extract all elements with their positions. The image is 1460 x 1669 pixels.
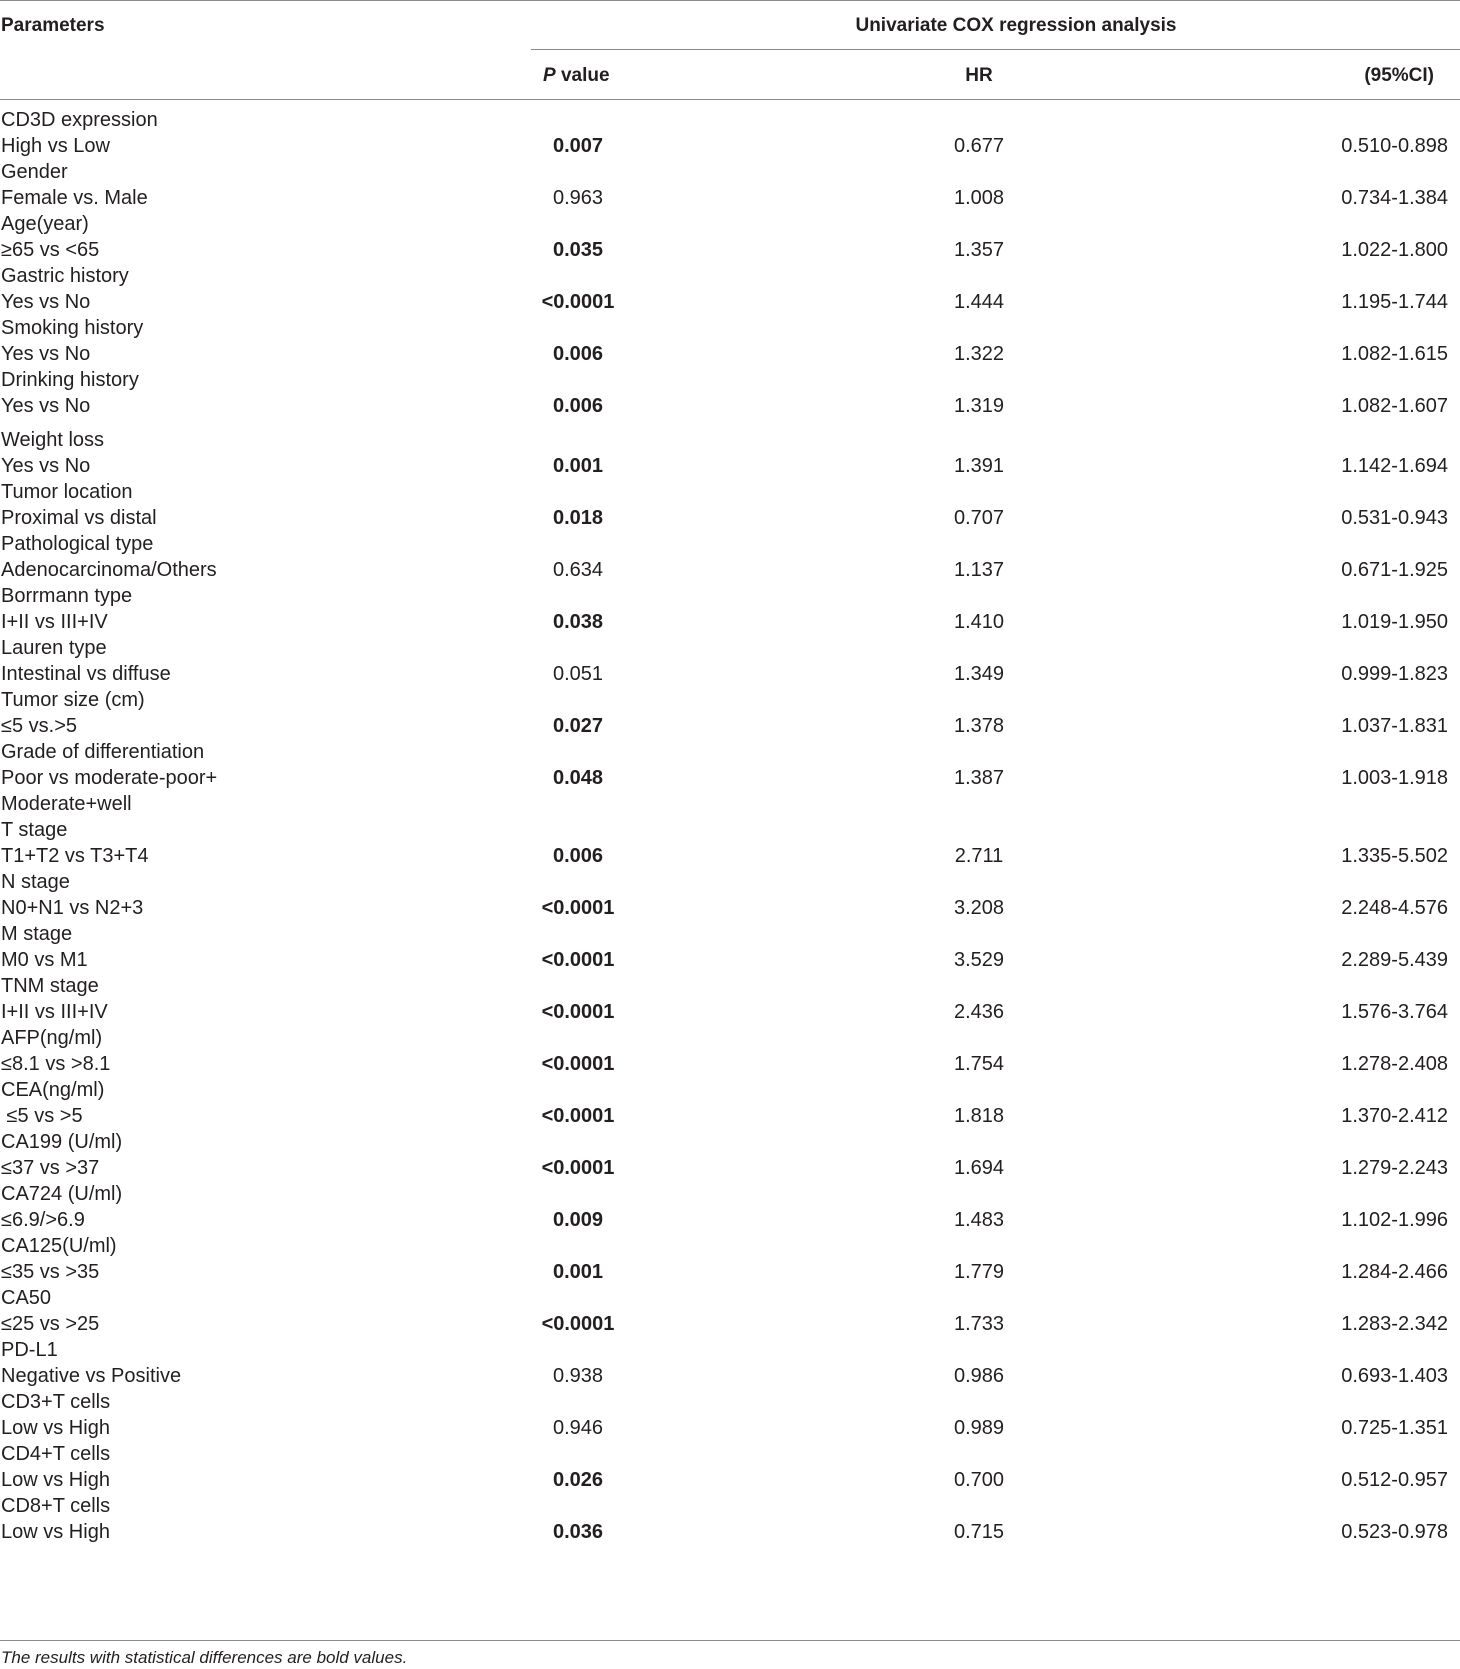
row-comparison: Low vs High [1, 1417, 110, 1439]
row-ci: 0.510-0.898 [1341, 135, 1448, 157]
row-ci: 0.512-0.957 [1341, 1469, 1448, 1491]
row-comparison: Yes vs No [1, 343, 91, 365]
row-hr: 2.711 [954, 845, 1004, 867]
row-hr: 0.715 [953, 1521, 1005, 1543]
row-p-value: 0.036 [552, 1521, 604, 1543]
row-comparison: Intestinal vs diffuse [1, 663, 171, 685]
row-ci: 1.082-1.607 [1341, 395, 1448, 417]
row-comparison: Poor vs moderate-poor+ [1, 767, 218, 789]
row-comparison: Yes vs No [1, 291, 91, 313]
row-p-value: 0.026 [552, 1469, 604, 1491]
row-p-value: 0.963 [552, 187, 604, 209]
row-comparison: I+II vs III+IV [1, 1001, 108, 1023]
row-p-value: 0.051 [552, 663, 604, 685]
header-p-value [543, 65, 610, 87]
row-hr: 1.391 [953, 455, 1005, 477]
row-hr: 1.349 [953, 663, 1005, 685]
table-footnote: The results with statistical differences are bold values. [1, 1648, 408, 1667]
row-hr: 1.410 [953, 611, 1005, 633]
row-hr: 1.387 [953, 767, 1005, 789]
row-comparison: ≤8.1 vs >8.1 [1, 1053, 111, 1075]
row-comparison: ≤5 vs.>5 [1, 715, 78, 737]
row-hr: 1.694 [953, 1157, 1005, 1179]
row-p-value: 0.007 [552, 135, 604, 157]
row-ci: 1.019-1.950 [1341, 611, 1448, 633]
row-hr: 0.700 [953, 1469, 1005, 1491]
row-comparison: Proximal vs distal [1, 507, 157, 529]
row-category: CD3+T cells [1, 1391, 111, 1413]
row-comparison: Yes vs No [1, 395, 91, 417]
row-category: PD-L1 [1, 1339, 58, 1361]
row-ci: 0.725-1.351 [1341, 1417, 1448, 1439]
row-comparison: ≥65 vs <65 [1, 239, 100, 261]
header-ci: (95%CI) [1364, 65, 1434, 86]
row-category: M stage [1, 923, 73, 945]
row-ci: 0.531-0.943 [1341, 507, 1448, 529]
row-p-value: 0.634 [552, 559, 604, 581]
header-p-suffix: value [555, 65, 610, 86]
header-parameters: Parameters [1, 15, 105, 36]
row-p-value: 0.009 [552, 1209, 604, 1231]
row-category: Lauren type [1, 637, 107, 659]
row-hr: 0.707 [953, 507, 1005, 529]
header-p-letter: P [543, 65, 556, 86]
row-ci: 2.289-5.439 [1341, 949, 1448, 971]
row-category: Pathological type [1, 533, 154, 555]
row-p-value: <0.0001 [541, 1105, 615, 1127]
row-p-value: 0.006 [552, 845, 604, 867]
row-p-value: <0.0001 [541, 1001, 615, 1023]
row-p-value: 0.006 [552, 395, 604, 417]
row-p-value: 0.946 [552, 1417, 604, 1439]
row-comparison: ≤37 vs >37 [1, 1157, 100, 1179]
row-category: Smoking history [1, 317, 144, 339]
row-hr: 3.529 [953, 949, 1005, 971]
row-ci: 1.142-1.694 [1341, 455, 1448, 477]
row-hr: 1.378 [953, 715, 1005, 737]
row-ci: 1.102-1.996 [1341, 1209, 1448, 1231]
header-group-title: Univariate COX regression analysis [855, 15, 1177, 36]
header-hr: HR [965, 65, 993, 86]
row-category: Age(year) [1, 213, 89, 235]
row-category: Gastric history [1, 265, 129, 287]
row-ci: 1.576-3.764 [1341, 1001, 1448, 1023]
row-category: CEA(ng/ml) [1, 1079, 105, 1101]
row-category: CD8+T cells [1, 1495, 111, 1517]
row-hr: 1.818 [953, 1105, 1005, 1127]
row-hr: 1.319 [953, 395, 1005, 417]
row-ci: 1.082-1.615 [1341, 343, 1448, 365]
row-comparison: I+II vs III+IV [1, 611, 108, 633]
row-ci: 0.671-1.925 [1341, 559, 1448, 581]
row-hr: 1.322 [953, 343, 1005, 365]
row-ci: 1.279-2.243 [1341, 1157, 1448, 1179]
table-top-rule [0, 0, 1460, 1]
row-comparison: Adenocarcinoma/Others [1, 559, 217, 581]
row-p-value: <0.0001 [541, 1053, 615, 1075]
row-comparison: Negative vs Positive [1, 1365, 182, 1387]
row-ci: 0.734-1.384 [1341, 187, 1448, 209]
row-hr: 1.754 [953, 1053, 1005, 1075]
row-ci: 2.248-4.576 [1341, 897, 1448, 919]
row-p-value: <0.0001 [541, 897, 615, 919]
row-comparison: ≤35 vs >35 [1, 1261, 100, 1283]
row-category: CD3D expression [1, 109, 158, 131]
row-category: CA724 (U/ml) [1, 1183, 123, 1205]
row-comparison: Low vs High [1, 1469, 110, 1491]
row-ci: 1.037-1.831 [1341, 715, 1448, 737]
row-p-value: 0.938 [552, 1365, 604, 1387]
row-hr: 1.483 [953, 1209, 1005, 1231]
row-comparison: Female vs. Male [1, 187, 148, 209]
row-category: TNM stage [1, 975, 99, 997]
row-hr: 1.357 [953, 239, 1005, 261]
row-p-value: 0.001 [552, 455, 604, 477]
row-comparison: High vs Low [1, 135, 110, 157]
row-hr: 1.444 [953, 291, 1005, 313]
row-hr: 1.779 [953, 1261, 1005, 1283]
row-comparison: Yes vs No [1, 455, 91, 477]
row-category: T stage [1, 819, 68, 841]
row-category: Grade of differentiation [1, 741, 205, 763]
row-hr: 3.208 [953, 897, 1005, 919]
row-comparison: ≤25 vs >25 [1, 1313, 100, 1335]
row-p-value: 0.038 [552, 611, 604, 633]
row-p-value: 0.027 [552, 715, 604, 737]
row-p-value: <0.0001 [541, 1157, 615, 1179]
row-hr: 0.989 [953, 1417, 1005, 1439]
row-category: N stage [1, 871, 70, 893]
row-comparison: ≤6.9/>6.9 [1, 1209, 85, 1231]
row-hr: 0.986 [953, 1365, 1005, 1387]
row-category: Weight loss [1, 429, 105, 451]
row-p-value: <0.0001 [541, 1313, 615, 1335]
row-comparison: Low vs High [1, 1521, 110, 1543]
row-hr: 1.008 [953, 187, 1005, 209]
row-p-value: <0.0001 [541, 291, 615, 313]
row-ci: 1.335-5.502 [1341, 845, 1448, 867]
row-category: Tumor size (cm) [1, 689, 145, 711]
row-category: Borrmann type [1, 585, 133, 607]
row-comparison: T1+T2 vs T3+T4 [1, 845, 149, 867]
row-ci: 1.284-2.466 [1341, 1261, 1448, 1283]
row-category: Gender [1, 161, 68, 183]
row-category: AFP(ng/ml) [1, 1027, 103, 1049]
row-ci: 1.003-1.918 [1341, 767, 1448, 789]
row-ci: 1.278-2.408 [1341, 1053, 1448, 1075]
row-category: CA50 [1, 1287, 52, 1309]
table-bottom-rule [0, 1640, 1460, 1641]
row-hr: 2.436 [953, 1001, 1005, 1023]
row-p-value: 0.006 [552, 343, 604, 365]
header-group-rule [531, 49, 1460, 50]
row-ci: 1.195-1.744 [1341, 291, 1448, 313]
row-ci: 1.283-2.342 [1341, 1313, 1448, 1335]
row-category: CA125(U/ml) [1, 1235, 117, 1257]
row-p-value: 0.048 [552, 767, 604, 789]
row-category: CD4+T cells [1, 1443, 111, 1465]
row-ci: 0.693-1.403 [1341, 1365, 1448, 1387]
row-category: Drinking history [1, 369, 139, 391]
row-p-value: <0.0001 [541, 949, 615, 971]
row-ci: 0.999-1.823 [1341, 663, 1448, 685]
row-ci: 1.022-1.800 [1341, 239, 1448, 261]
row-p-value: 0.001 [552, 1261, 604, 1283]
row-comparison: M0 vs M1 [1, 949, 88, 971]
row-p-value: 0.035 [552, 239, 604, 261]
row-p-value: 0.018 [552, 507, 604, 529]
row-hr: 1.733 [953, 1313, 1005, 1335]
row-comparison: ≤5 vs >5 [1, 1105, 83, 1127]
row-category: CA199 (U/ml) [1, 1131, 123, 1153]
row-category: Tumor location [1, 481, 133, 503]
row-hr: 1.137 [953, 559, 1005, 581]
row-ci: 0.523-0.978 [1341, 1521, 1448, 1543]
row-ci: 1.370-2.412 [1341, 1105, 1448, 1127]
row-comparison-continued: Moderate+well [1, 793, 132, 815]
row-hr: 0.677 [953, 135, 1005, 157]
row-comparison: N0+N1 vs N2+3 [1, 897, 144, 919]
table-header-rule [0, 99, 1460, 100]
